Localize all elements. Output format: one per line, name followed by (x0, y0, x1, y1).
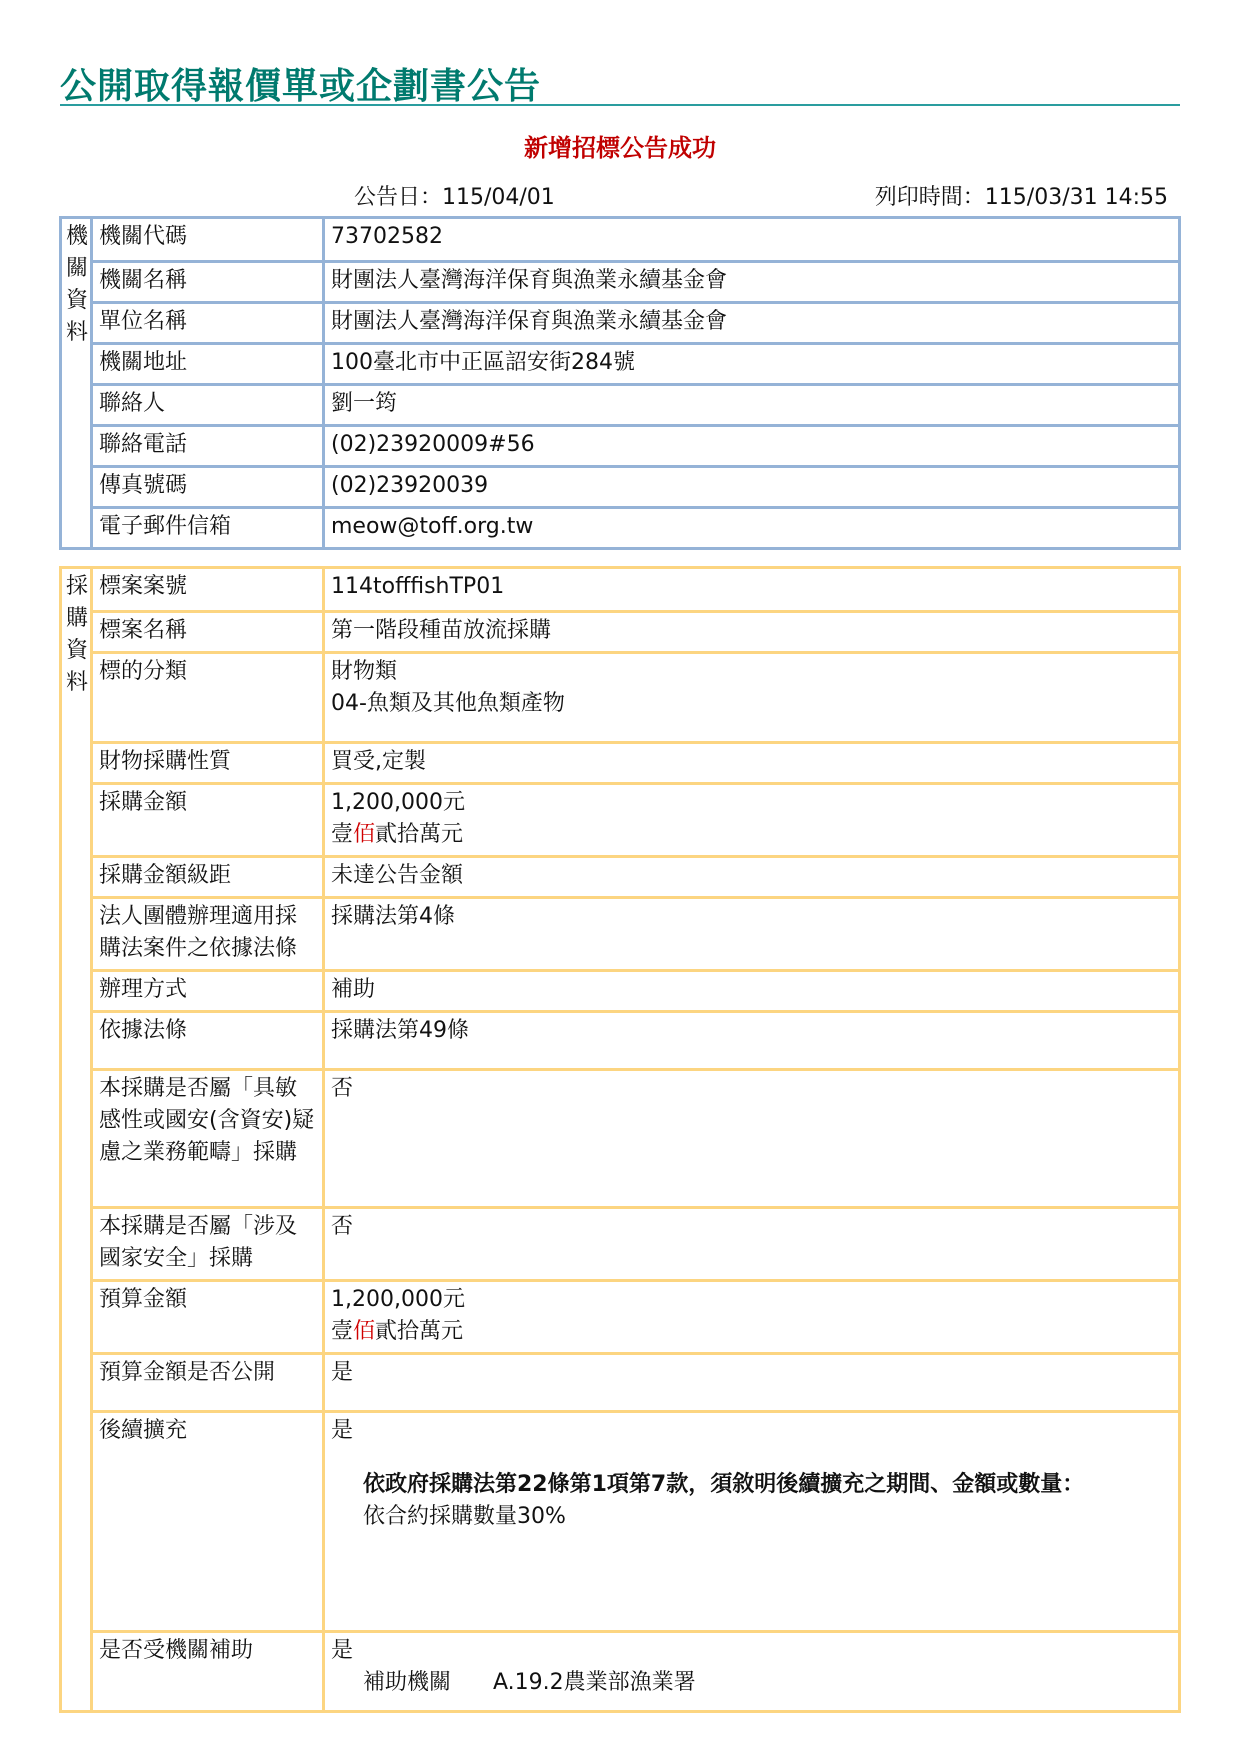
field-value: 財團法人臺灣海洋保育與漁業永續基金會 (322, 260, 1178, 301)
field-label: 採購金額 (90, 782, 322, 855)
field-value: 是 (322, 1352, 1178, 1410)
field-label: 預算金額是否公開 (90, 1352, 322, 1410)
field-label: 財物採購性質 (90, 741, 322, 782)
table-row (62, 610, 1178, 651)
field-value: 採購法第49條 (322, 1010, 1178, 1068)
email-value: meow@toff.org.tw (322, 506, 1178, 547)
budget-value: 1,200,000元 壹佰貳拾萬元 (322, 1279, 1178, 1352)
page-title: 公開取得報價單或企劃書公告 (60, 66, 542, 107)
field-label: 傳真號碼 (90, 465, 322, 506)
field-label: 機關地址 (90, 342, 322, 383)
field-value: 劉一筠 (322, 383, 1178, 424)
table-row (62, 1410, 1178, 1630)
table-row (62, 506, 1178, 547)
announce-date: 公告日：115/04/01 (354, 185, 555, 210)
field-label: 聯絡電話 (90, 424, 322, 465)
amount-value: 1,200,000元 壹佰貳拾萬元 (322, 782, 1178, 855)
field-value: 財團法人臺灣海洋保育與漁業永續基金會 (322, 301, 1178, 342)
field-label: 標案名稱 (90, 610, 322, 651)
table-row (62, 301, 1178, 342)
table-row (62, 260, 1178, 301)
expansion-note: 依政府採購法第22條第1項第7款，須敘明後續擴充之期間、金額或數量： (363, 1472, 1085, 1497)
table-row (62, 1068, 1178, 1206)
table-row (62, 651, 1178, 741)
field-label: 後續擴充 (90, 1410, 322, 1630)
expansion-value: 是 依政府採購法第22條第1項第7款，須敘明後續擴充之期間、金額或數量： 依合約採購數量30% (322, 1410, 1178, 1630)
subsidy-agency-value: A.19.2農業部漁業署 (493, 1670, 696, 1695)
table-row (62, 1630, 1178, 1710)
table-row (62, 465, 1178, 506)
field-label: 聯絡人 (90, 383, 322, 424)
category-value: 財物類 04-魚類及其他魚類產物 (322, 651, 1178, 741)
table-row (62, 782, 1178, 855)
table-row (62, 424, 1178, 465)
table-row (62, 1352, 1178, 1410)
field-label: 單位名稱 (90, 301, 322, 342)
field-value: (02)23920009#56 (322, 424, 1178, 465)
print-time: 列印時間：115/03/31 14:55 (874, 185, 1168, 210)
field-value: (02)23920039 (322, 465, 1178, 506)
field-label: 依據法條 (90, 1010, 322, 1068)
subsidy-value: 是 補助機關 A.19.2農業部漁業署 (322, 1630, 1178, 1710)
table-row (62, 1279, 1178, 1352)
section-label-procurement: 採 購 資 料 (66, 574, 89, 695)
field-label: 電子郵件信箱 (90, 506, 322, 547)
field-value: 100臺北市中正區詔安街284號 (322, 342, 1178, 383)
title-divider (60, 104, 1180, 106)
field-value: 否 (322, 1206, 1178, 1279)
field-label: 辦理方式 (90, 969, 322, 1010)
field-label: 機關代碼 (90, 219, 322, 260)
field-value: 補助 (322, 969, 1178, 1010)
field-label: 本採購是否屬「涉及國家安全」採購 (90, 1206, 322, 1279)
case-name: 第一階段種苗放流採購 (322, 610, 1178, 651)
table-row (62, 1010, 1178, 1068)
field-label: 標的分類 (90, 651, 322, 741)
table-row (62, 741, 1178, 782)
field-label: 預算金額 (90, 1279, 322, 1352)
field-label: 是否受機關補助 (90, 1630, 322, 1710)
table-row (62, 383, 1178, 424)
field-label: 法人團體辦理適用採購法案件之依據法條 (90, 896, 322, 969)
field-label: 標案案號 (90, 569, 322, 610)
table-row (62, 342, 1178, 383)
table-row (62, 896, 1178, 969)
field-label: 採購金額級距 (90, 855, 322, 896)
case-number: 114tofffishTP01 (322, 569, 1178, 610)
field-value: 否 (322, 1068, 1178, 1206)
field-value: 買受,定製 (322, 741, 1178, 782)
field-value: 採購法第4條 (322, 896, 1178, 969)
field-label: 本採購是否屬「具敏感性或國安(含資安)疑慮之業務範疇」採購 (90, 1068, 322, 1206)
table-row (62, 1206, 1178, 1279)
field-value: 73702582 (322, 219, 1178, 260)
table-row (62, 855, 1178, 896)
procurement-table (59, 566, 1181, 1713)
field-value: 未達公告金額 (322, 855, 1178, 896)
table-row (62, 219, 1178, 260)
success-message: 新增招標公告成功 (524, 134, 716, 162)
table-row (62, 569, 1178, 610)
table-row (62, 969, 1178, 1010)
subsidy-agency-label: 補助機關 (363, 1670, 452, 1695)
section-label-agency: 機 關 資 料 (66, 224, 89, 345)
field-label: 機關名稱 (90, 260, 322, 301)
agency-table (59, 216, 1181, 550)
expansion-detail: 依合約採購數量30% (363, 1504, 566, 1529)
